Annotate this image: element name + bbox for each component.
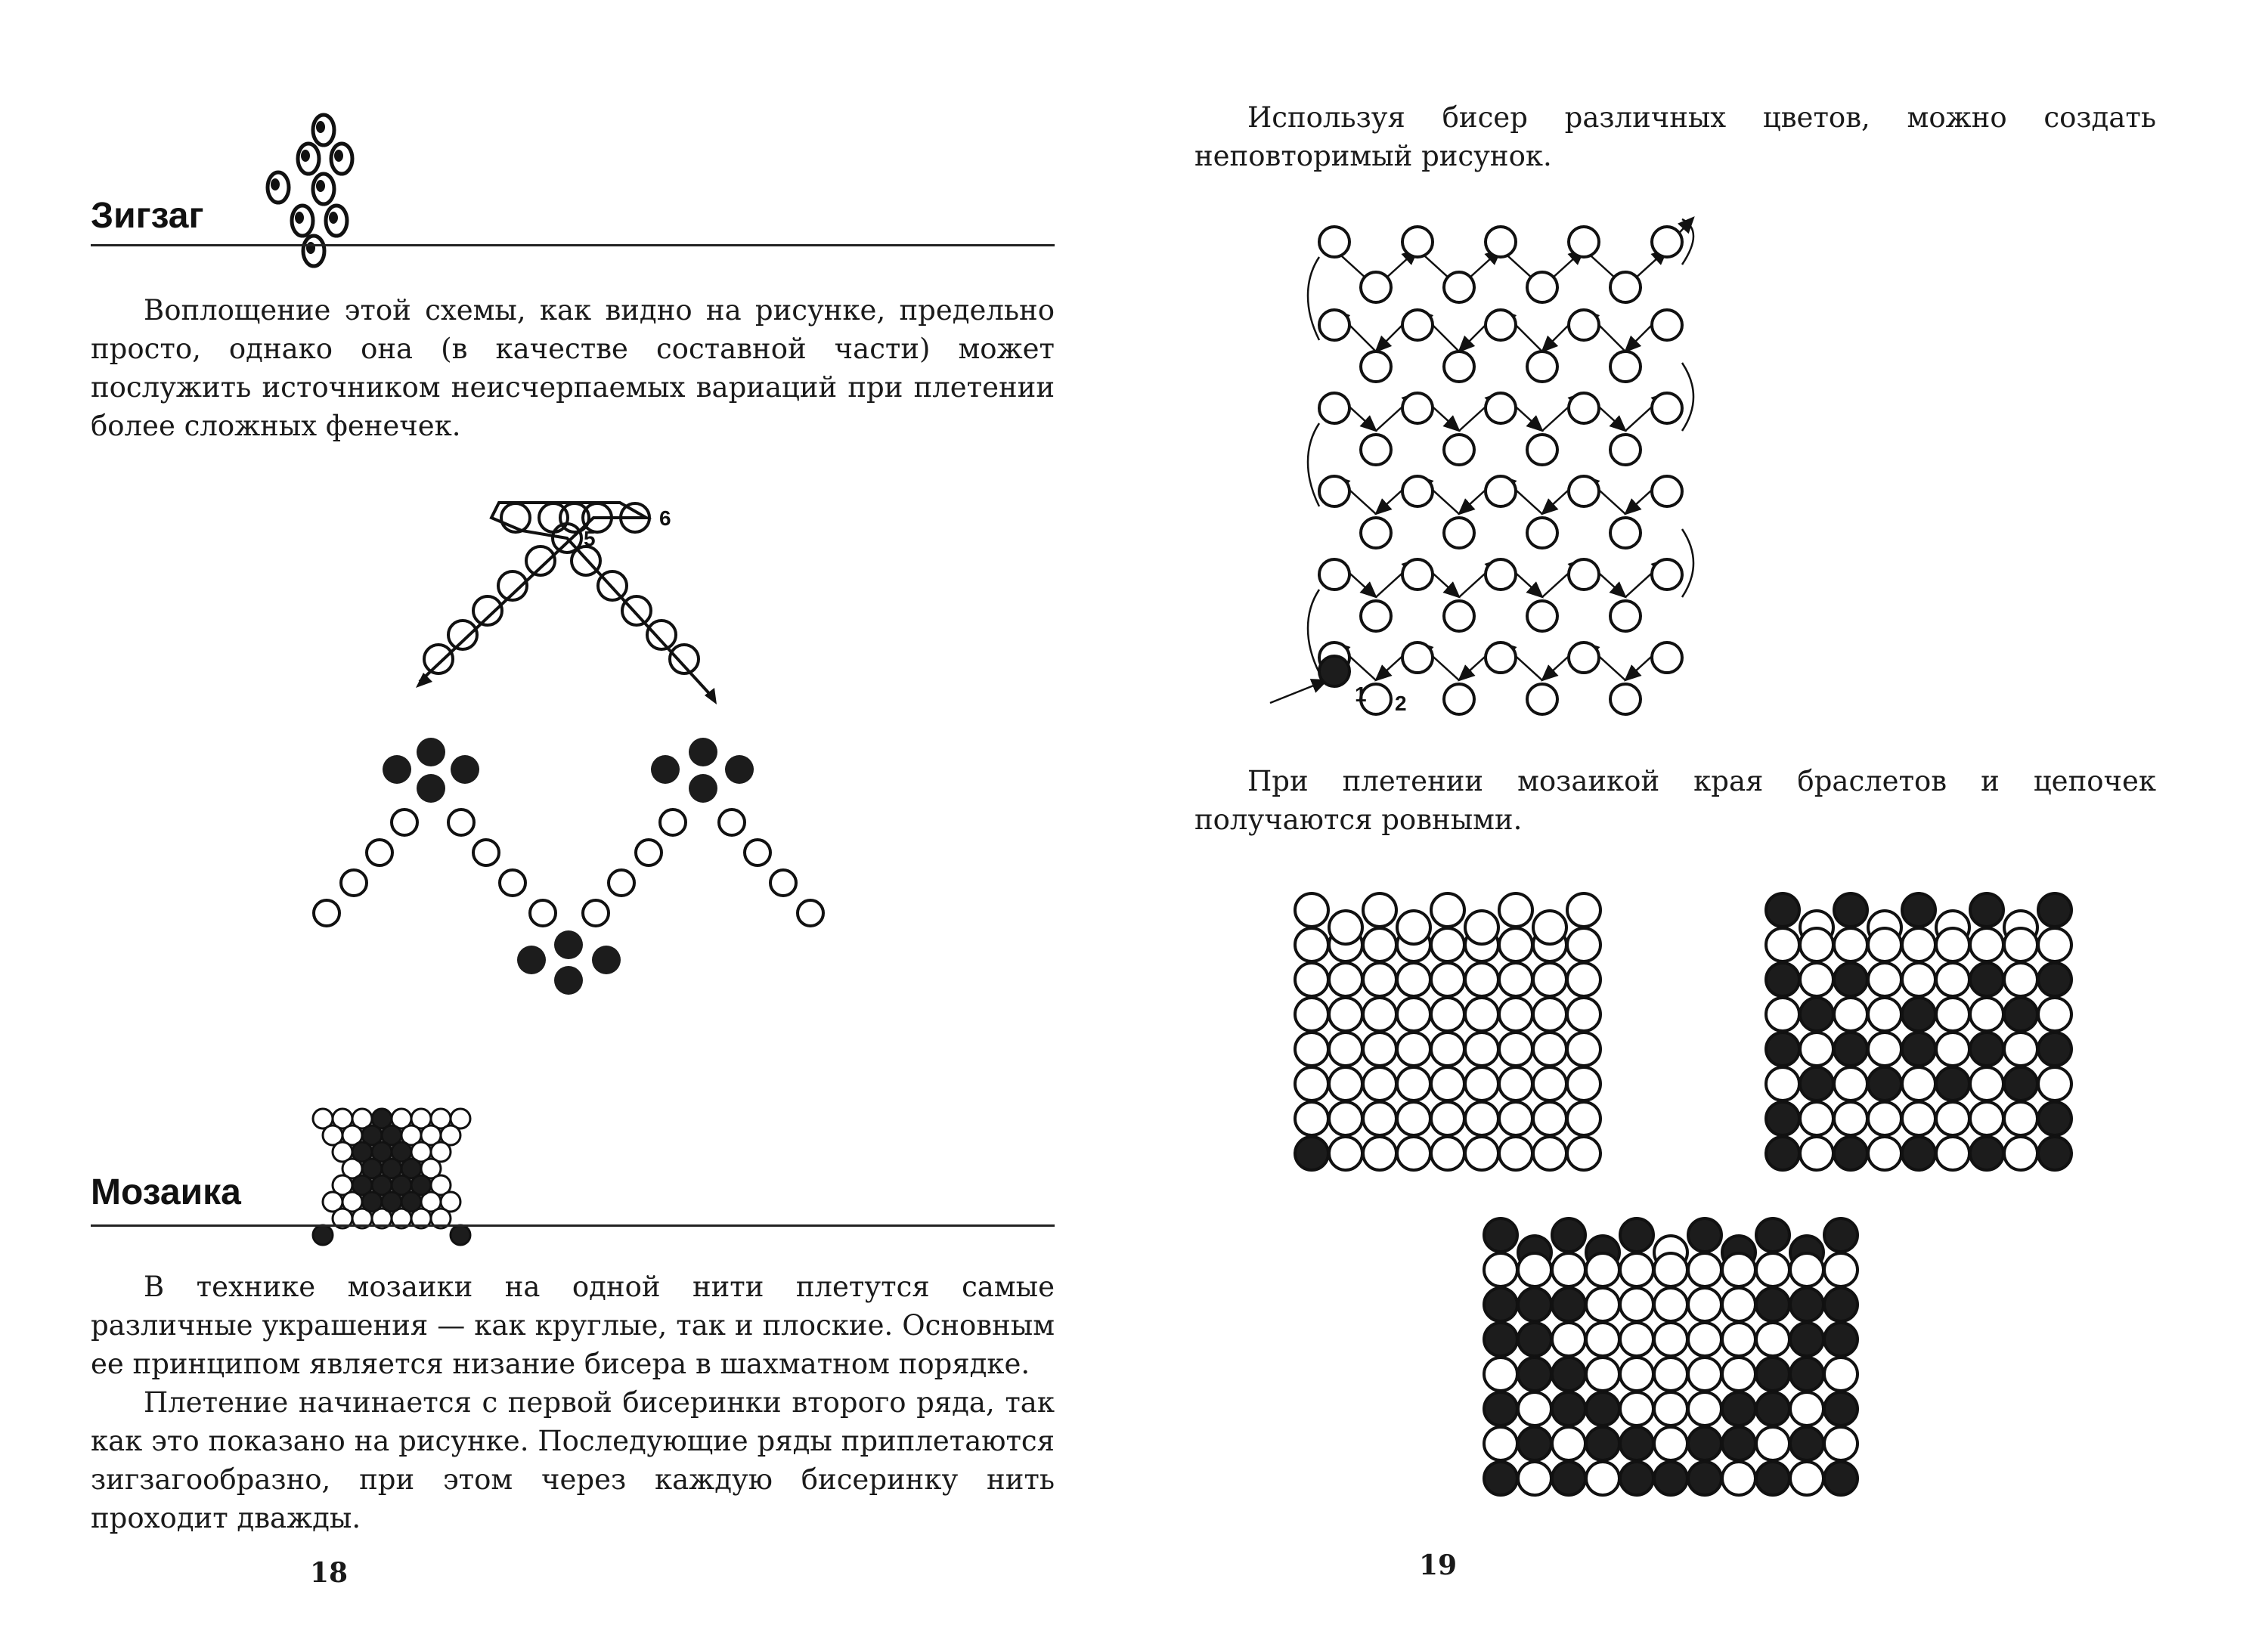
zigzag-bead-pattern bbox=[302, 726, 847, 1013]
section-rule-mosaic bbox=[91, 1224, 1055, 1227]
net-thread-diagram bbox=[1315, 219, 1693, 733]
page-number-right: 19 bbox=[1419, 1549, 1458, 1581]
mosaic-panel-dark bbox=[1478, 1217, 1901, 1519]
zigzag-label-five: 5 bbox=[584, 527, 596, 550]
zigzag-label-six: 6 bbox=[659, 506, 671, 530]
section-title-mosaic: Мозаика bbox=[91, 1172, 241, 1212]
mosaic-panel-white bbox=[1289, 892, 1606, 1194]
section-title-zigzag: Зигзаг bbox=[91, 196, 204, 236]
mosaic-text-2: Плетение начинается с первой бисеринки второго ряда, так как это показано на рисунке. Последующие ряды приплетаются зигзагообразно, при этом через каждую бисеринку нить проходит дважды. bbox=[91, 1386, 1055, 1534]
section-rule-zigzag bbox=[91, 244, 1055, 246]
intro-paragraph bbox=[1194, 98, 2156, 175]
mosaic-ornament-icon bbox=[306, 1104, 480, 1255]
mosaic-text-1: В технике мозаики на одной нити плетутся самые различные украшения — как круглые, так и плоские. Основным ее принципом является низание бисера в шахматном порядке. bbox=[91, 1271, 1055, 1380]
mosaic-edges-text: При плетении мозаикой края браслетов и цепочек получаются ровными. bbox=[1194, 765, 2156, 836]
zigzag-ornament-icon bbox=[257, 106, 363, 280]
right-page bbox=[1134, 0, 2268, 1647]
page-number-left: 18 bbox=[310, 1557, 349, 1589]
mosaic-panel-checker bbox=[1760, 892, 2077, 1194]
net-label-two: 2 bbox=[1395, 692, 1407, 715]
zigzag-thread-diagram bbox=[416, 484, 733, 711]
zigzag-paragraph bbox=[91, 291, 1055, 445]
mosaic-edges-paragraph bbox=[1194, 762, 2156, 839]
zigzag-text: Воплощение этой схемы, как видно на рисунке, предельно просто, однако она (в качестве составной части) может послужить источником неисчерпаемых вариаций при плетении более сложных фенечек. bbox=[91, 294, 1055, 442]
net-label-one: 1 bbox=[1355, 683, 1367, 706]
mosaic-paragraphs bbox=[91, 1268, 1055, 1537]
intro-text: Используя бисер различных цветов, можно создать неповторимый рисунок. bbox=[1194, 101, 2156, 172]
